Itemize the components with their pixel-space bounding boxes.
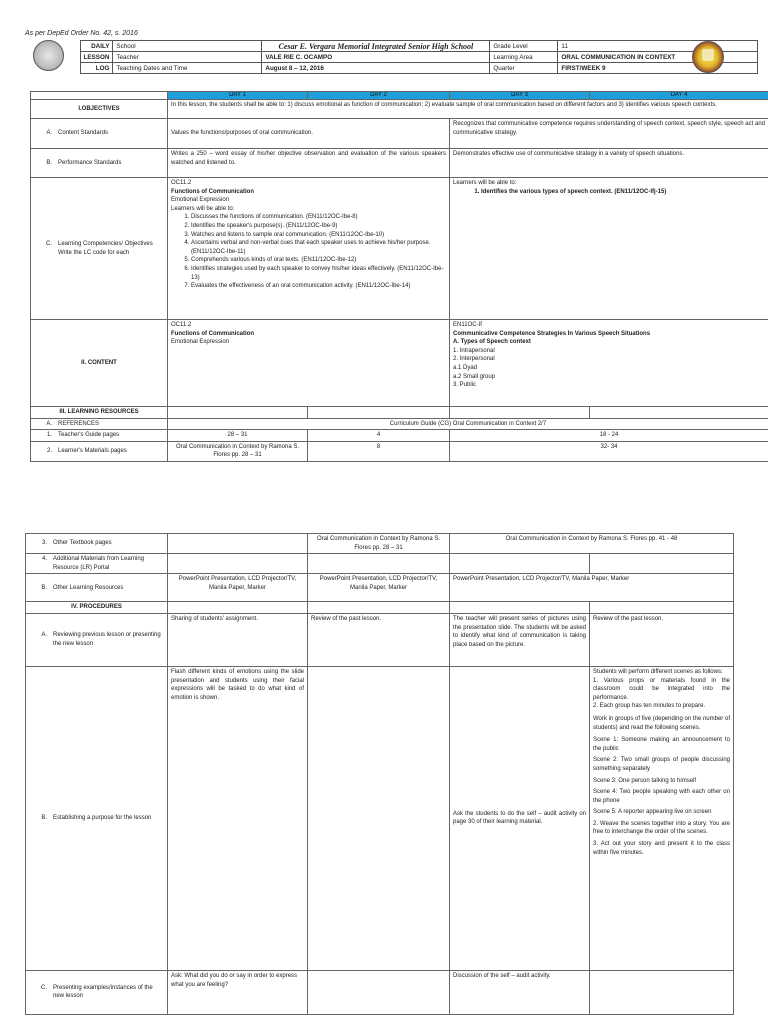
objectives-heading: I.OBJECTIVES — [31, 100, 168, 119]
comp-item: 2. Identifies the speaker's purpose(s). (EN11/12OC-Ibe-9) — [191, 222, 446, 231]
perf-std-right: Demonstrates effective use of communicative strategy in a variety of speech situations. — [450, 149, 768, 178]
grade-value: 11 — [558, 41, 758, 52]
proc-b-day4-scene: Scene 4: Two people speaking with each other on the phone — [593, 789, 730, 804]
dates-value: August 8 – 12, 2016 — [262, 63, 490, 74]
tg-letter: 1. — [46, 432, 52, 439]
resources-heading: III. LEARNING RESOURCES — [31, 407, 168, 419]
lm-day1: Oral Communication in Context by Ramona S. Flores pp. 28 – 31 — [168, 441, 308, 461]
proc-b-day4-scene: Scene 1: Someone making an announcement to the public — [593, 737, 730, 752]
header-table — [25, 40, 758, 74]
school-logo-icon — [692, 41, 724, 73]
comp-item: 5. Comprehends various kinds of oral texts. (EN11/12OC-Ibe-12) — [191, 256, 446, 265]
deped-order-note: As per DepEd Order No. 42, s. 2016 — [25, 30, 138, 37]
proc-b-label: Establishing a purpose for the lesson — [53, 815, 152, 822]
proc-c-letter: C. — [41, 984, 47, 991]
content-left-title: Functions of Communication — [171, 330, 254, 337]
comp-note: Write the LC code for each — [58, 249, 130, 256]
proc-b-letter: B. — [41, 815, 47, 822]
comp-right-item: 1. Identifies the various types of speech context. (EN11/12OC-Ifj-15) — [481, 188, 765, 197]
olr-day2: PowerPoint Presentation, LCD Projector/TV, Manila Paper, Marker — [308, 574, 450, 602]
area-label: Learning Area — [490, 52, 558, 63]
content-right-item: 3. Public — [453, 382, 477, 389]
tg-day2: 4 — [308, 430, 450, 442]
comp-item: 3. Watches and listens to sample oral communication. (EN11/12OC-Ibe-10) — [191, 231, 446, 240]
olr-label: Other Learning Resources — [53, 584, 124, 591]
tg-day34: 18 - 24 — [450, 430, 768, 442]
content-std-label: Content Standards — [58, 130, 109, 137]
olr-day34: PowerPoint Presentation, LCD Projector/TV, Manila Paper, Marker — [450, 574, 734, 602]
proc-b-day4-line: 2. Each group has ten minutes to prepare. — [593, 703, 706, 710]
lm-day34: 32- 34 — [450, 441, 768, 461]
proc-a-day4: Review of the past lesson. — [590, 613, 734, 666]
content-std-letter: A. — [46, 130, 52, 137]
day-3-header: DAY 3 — [450, 92, 590, 100]
add-letter: 4. — [41, 556, 47, 563]
title-daily: DAILY — [80, 41, 113, 52]
olr-day1: PowerPoint Presentation, LCD Projector/TV, Manila Paper, Marker — [168, 574, 308, 602]
comp-intro: Learners will be able to: — [171, 205, 235, 212]
perf-std-letter: B. — [46, 159, 52, 166]
proc-b-day4-line: 1. Various props or materials found in the classroom could be integrated into the performance. — [593, 677, 730, 701]
quarter-label: Quarter — [490, 63, 558, 74]
content-left-code: OC11.2 — [171, 322, 192, 328]
tg-label: Teacher's Guide pages — [58, 432, 120, 439]
content-right-code: EN11OC-If — [453, 322, 482, 328]
content-std-right: Recognizes that communicative competence requires understanding of speech context, speech style, speech act and communicative strategy. — [450, 119, 768, 149]
proc-a-label: Reviewing previous lesson or presenting the new lesson — [53, 632, 161, 647]
proc-b-day4-scene: Scene 2: Two small groups of people discussing something separately — [593, 757, 730, 772]
proc-b-day4-scene: Scene 3: One person talking to himself — [593, 777, 697, 784]
content-heading: II. CONTENT — [31, 320, 168, 407]
day-1-header: DAY 1 — [168, 92, 308, 100]
school-name: Cesar E. Vergara Memorial Integrated Senior High School — [262, 41, 490, 52]
comp-list — [171, 213, 446, 290]
content-std-left: Values the functions/purposes of oral communication. — [168, 119, 450, 149]
comp-code: OC11.2 — [171, 180, 192, 186]
proc-a-day3: The teacher will present series of pictures using the presentation slide. The students will be asked to identify what kind of communication is taking place based on the picture. — [450, 613, 590, 666]
procedures-heading: IV. PROCEDURES — [26, 602, 168, 614]
area-value: ORAL COMMUNICATION IN CONTEXT — [558, 52, 758, 63]
perf-std-left: Writes a 250 – word essay of his/her objective observation and evaluation of the various speakers watched and listened to. — [168, 149, 450, 178]
proc-b-day4-line: Students will perform different scenes as follows: — [593, 668, 723, 675]
comp-right-intro: Learners will be able to: — [453, 180, 517, 186]
proc-a-letter: A. — [41, 632, 47, 639]
title-lesson: LESSON — [80, 52, 113, 63]
other-tb-label: Other Textbook pages — [53, 540, 112, 547]
comp-sub: Emotional Expression — [171, 197, 230, 204]
proc-b-day3: Ask the students to do the self – audit activity on page 30 of their learning material. — [450, 666, 590, 970]
proc-c-label: Presenting examples/instances of the new lesson — [53, 984, 153, 1000]
day-2-header: DAY 2 — [308, 92, 450, 100]
dll-table-page-2 — [25, 533, 734, 1015]
comp-label: Learning Competencies/ Objectives — [58, 240, 153, 247]
other-tb-day2: Oral Communication in Context by Ramona S. Flores pp. 28 – 31 — [308, 534, 450, 554]
content-right-title: Communicative Competence Strategies In Various Speech Situations — [453, 330, 651, 337]
proc-b-day4-mid: Work in groups of five (depending on the number of students) and read the following scenes. — [593, 715, 730, 731]
content-right-item: 2. Interpersonal — [453, 356, 495, 363]
lm-letter: 2. — [46, 448, 52, 455]
content-right-item: a.1 Dyad — [453, 364, 478, 371]
ref-label: REFERENCES — [58, 420, 100, 427]
comp-item: 6. Identifies strategies used by each speaker to convey his/her ideas effectively. (EN11/12OC-Ibe-13) — [191, 265, 446, 282]
grade-label: Grade Level — [490, 41, 558, 52]
dll-table-page-1 — [30, 91, 768, 462]
ref-value: Curriculum Guide (CG) Oral Communication in Context 2/7 — [168, 418, 768, 430]
lm-day2: 8 — [308, 441, 450, 461]
title-log: LOG — [80, 63, 113, 74]
proc-b-day4-scene: 2. Weave the scenes together into a story. You are free to interchange the order of the scenes. — [593, 820, 730, 836]
content-right-sub: A. Types of Speech context — [453, 339, 531, 346]
proc-b-day4-scene: 3. Act out your story and present it to the class within five minutes. — [593, 841, 730, 856]
proc-b-day1: Flash different kinds of emotions using the slide presentation and students using their facial expressions will be tasked to do what kind of emotion is shown. — [168, 666, 308, 970]
objectives-intro: In this lesson, the students shall be able to: 1) discuss emotional as function of communication; 2) evaluate sample of oral communication based on different factors and 3) identifies various speech contexts. — [168, 100, 768, 119]
perf-std-label: Performance Standards — [58, 159, 122, 166]
comp-item: 4. Ascertains verbal and non-verbal cues that each speaker uses to achieve his/her purpose. (EN11/12OC-Ibe-11) — [191, 239, 446, 256]
ref-letter: A. — [46, 420, 52, 427]
proc-a-day2: Review of the past lesson. — [308, 613, 450, 666]
content-right-item: 1. Intrapersonal — [453, 347, 495, 354]
proc-a-day1: Sharing of students' assignment. — [168, 613, 308, 666]
dates-label: Teaching Dates and Time — [113, 63, 262, 74]
olr-letter: B. — [41, 584, 47, 591]
teacher-name: VALE RIE C. OCAMPO — [262, 52, 490, 63]
teacher-label: Teacher — [113, 52, 262, 63]
comp-letter: C. — [46, 240, 52, 247]
proc-b-day4-scene: Scene 5: A reporter appearing live on screen — [593, 809, 712, 816]
comp-item: 7. Evaluates the effectiveness of an oral communication activity. (EN11/12OC-Ibe-14) — [191, 282, 446, 291]
other-tb-day34: Oral Communication in Context by Ramona S. Flores pp. 41 - 48 — [450, 534, 734, 554]
school-label: School — [113, 41, 262, 52]
tg-day1: 28 – 31 — [168, 430, 308, 442]
proc-c-day3: Discussion of the self – audit activity. — [450, 970, 590, 1014]
day-4-header: DAY 4 — [590, 92, 768, 100]
other-tb-letter: 3. — [41, 540, 47, 547]
add-label: Additional Materials from Learning Resource (LR) Portal — [53, 556, 145, 571]
quarter-value: FIRST/WEEK 9 — [558, 63, 758, 74]
proc-c-day1: Ask: What did you do or say in order to express what you are feeling? — [168, 970, 308, 1014]
comp-item: 1. Discusses the functions of communication. (EN11/12OC-Ibe-8) — [191, 213, 446, 222]
content-left-sub: Emotional Expression — [171, 339, 230, 346]
comp-title: Functions of Communication — [171, 188, 254, 195]
content-right-item: a.2 Small group — [453, 373, 496, 380]
lm-label: Learner's Materials pages — [58, 448, 127, 455]
